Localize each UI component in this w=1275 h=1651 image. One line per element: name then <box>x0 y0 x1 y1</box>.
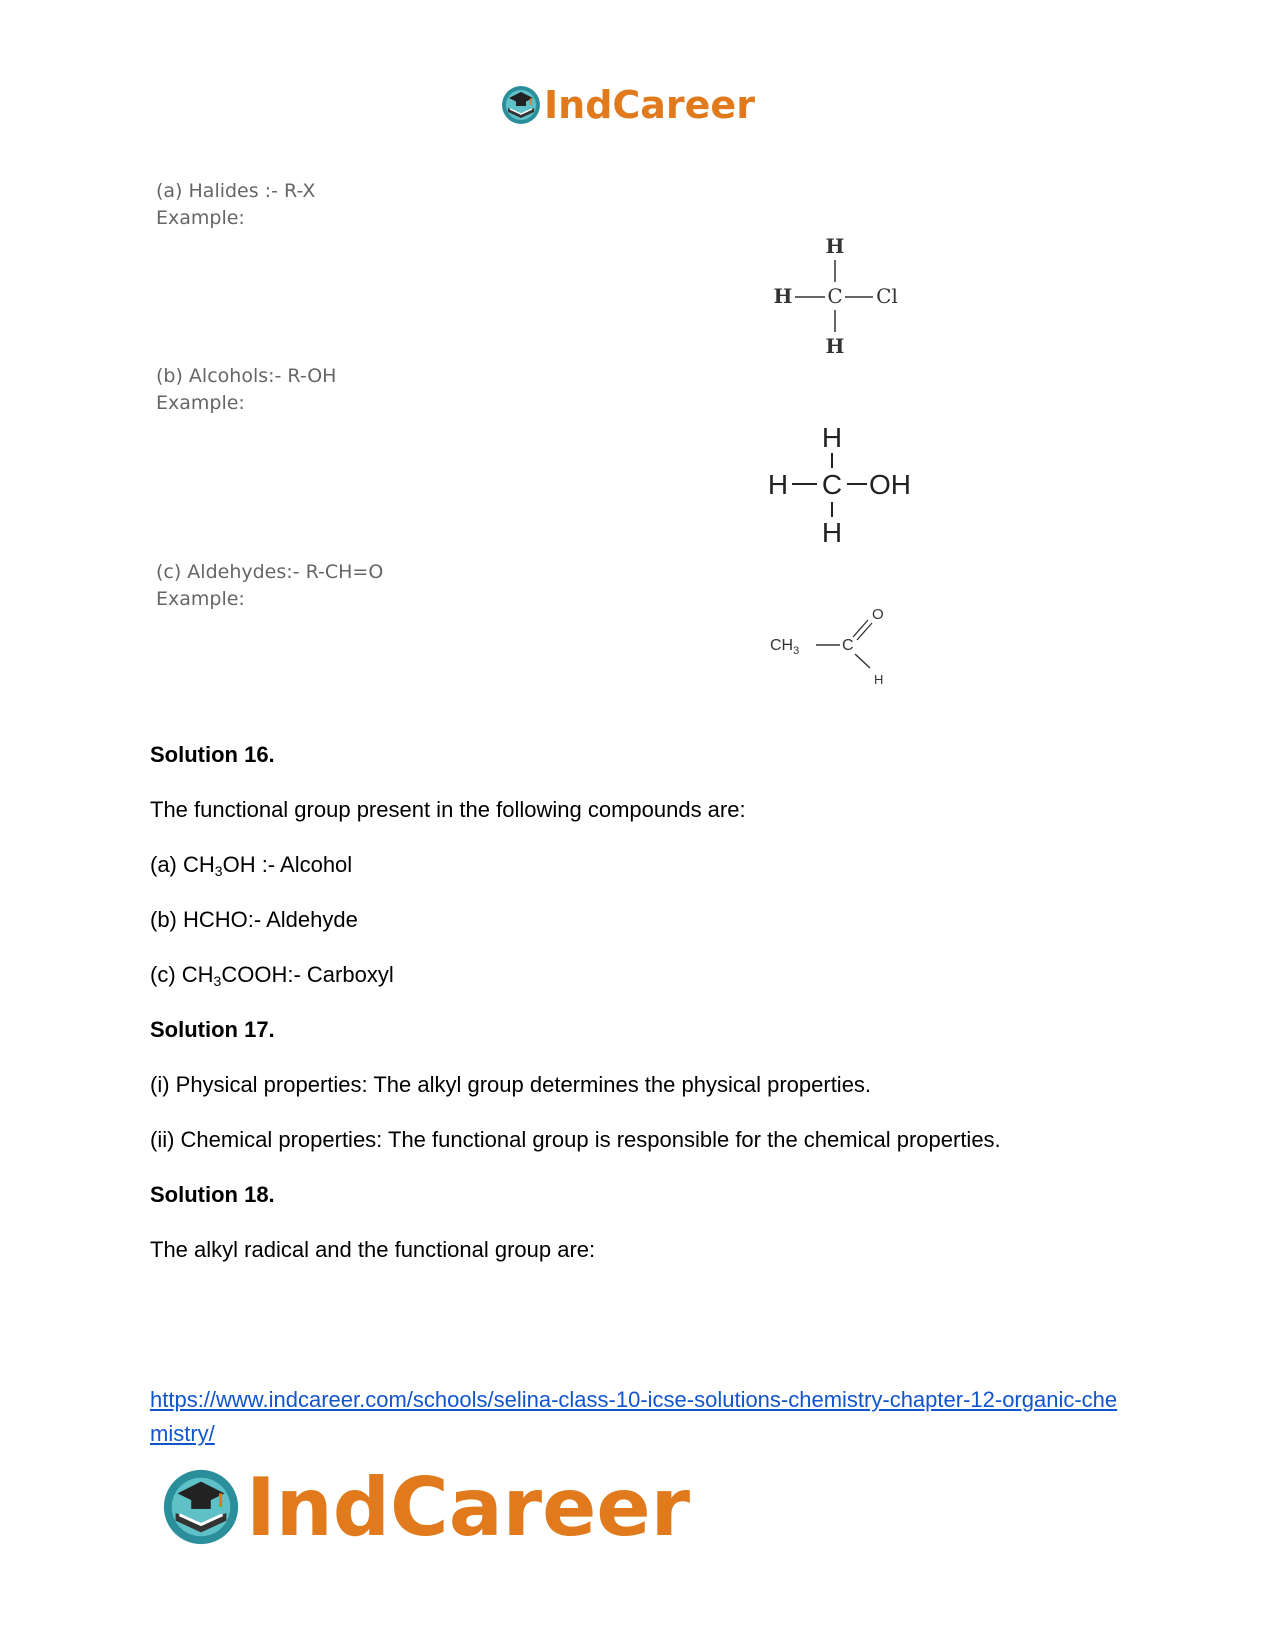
atom-label: H <box>767 469 789 500</box>
source-link[interactable]: https://www.indcareer.com/schools/selina-class-10-icse-solutions-chemistry-chapter-12-organic-chemistry/ <box>150 1387 1118 1446</box>
atom-label: H <box>825 234 845 258</box>
atom-label: O <box>872 606 884 623</box>
definition-title: (c) Aldehydes:- R-CH=O <box>156 561 384 583</box>
solution-18-intro: The alkyl radical and the functional group are: <box>150 1237 596 1262</box>
definition-title: (b) Alcohols:- R-OH <box>156 365 337 387</box>
definition-title: (a) Halides :- R-X <box>156 180 316 202</box>
graduation-book-icon <box>500 84 542 126</box>
definition-halides <box>156 178 315 232</box>
example-label: Example: <box>156 588 245 610</box>
solution-16-item-b: (b) HCHO:- Aldehyde <box>150 907 358 932</box>
definition-alcohols <box>156 363 336 417</box>
example-label: Example: <box>156 207 245 229</box>
atom-label: C <box>821 469 843 500</box>
alcohol-structure <box>762 420 922 550</box>
solution-18-heading: Solution 18. <box>150 1182 275 1207</box>
atom-label: H <box>821 422 843 453</box>
atom-label: $CH_3$ <box>770 637 800 657</box>
atom-label: H <box>874 672 884 687</box>
brand-name: IndCareer <box>246 1460 691 1554</box>
atom-label: H <box>773 284 793 308</box>
footer-logo <box>160 1462 690 1552</box>
solution-17-line-1: (i) Physical properties: The alkyl group determines the physical properties. <box>150 1072 872 1097</box>
brand-name: IndCareer <box>544 83 755 127</box>
definition-aldehydes <box>156 559 383 613</box>
halide-structure <box>765 230 905 360</box>
graduation-book-icon <box>160 1466 242 1548</box>
solution-16-intro: The functional group present in the following compounds are: <box>150 797 746 822</box>
aldehyde-structure <box>768 604 908 694</box>
header-logo <box>500 78 755 132</box>
atom-label: H <box>825 334 845 358</box>
solution-16-heading: Solution 16. <box>150 742 275 767</box>
solution-16-item-c: (c) $CH_3COOH:-$ Carboxyl <box>150 962 394 989</box>
atom-label: C <box>842 637 854 654</box>
solution-17-heading: Solution 17. <box>150 1017 275 1042</box>
atom-label: Cl <box>876 284 898 308</box>
atom-label: C <box>827 284 843 308</box>
example-label: Example: <box>156 392 245 414</box>
solution-16-item-a: (a) $CH_3OH$ :- Alcohol <box>150 852 353 879</box>
atom-label: OH <box>869 469 911 500</box>
atom-label: H <box>821 517 843 548</box>
solution-17-line-2: (ii) Chemical properties: The functional group is responsible for the chemical properties. <box>150 1127 1001 1152</box>
